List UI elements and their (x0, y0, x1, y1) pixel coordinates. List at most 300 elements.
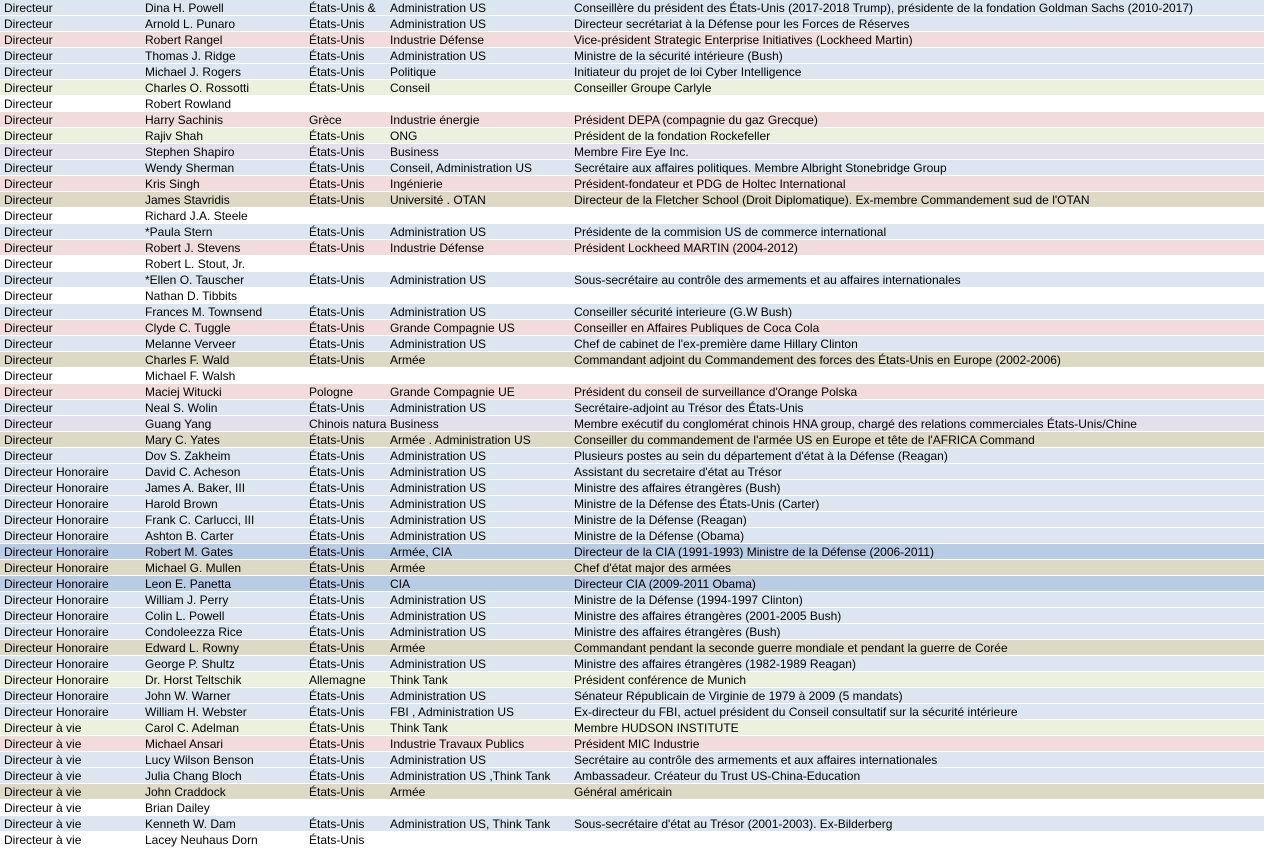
cell-description[interactable]: Initiateur du projet de loi Cyber Intelligence (574, 65, 802, 79)
cell-role[interactable]: Directeur à vie (4, 721, 82, 735)
cell-description[interactable] (574, 288, 1264, 303)
cell-role[interactable]: Directeur (4, 257, 53, 271)
table-row[interactable] (0, 656, 1264, 672)
cell-country[interactable]: États-Unis (309, 321, 365, 335)
cell-country[interactable]: États-Unis (309, 305, 365, 319)
cell-description[interactable]: Commandant pendant la seconde guerre mondiale et pendant la guerre de Corée (574, 641, 1008, 655)
cell-description[interactable]: Directeur de la CIA (1991-1993) Ministre de la Défense (2006-2011) (574, 545, 934, 559)
table-row[interactable] (0, 704, 1264, 720)
cell-role[interactable]: Directeur Honoraire (4, 545, 109, 559)
cell-role[interactable]: Directeur à vie (4, 737, 82, 751)
cell-name[interactable]: Ashton B. Carter (145, 529, 234, 543)
cell-country[interactable]: États-Unis (309, 609, 365, 623)
cell-description[interactable]: Conseiller du commandement de l'armée US en Europe et tête de l'AFRICA Command (574, 433, 1035, 447)
cell-role[interactable]: Directeur à vie (4, 769, 82, 783)
cell-description[interactable]: Assistant du secretaire d'état au Trésor (574, 465, 782, 479)
cell-country[interactable]: États-Unis (309, 593, 365, 607)
cell-country[interactable]: États-Unis (309, 193, 365, 207)
table-row[interactable] (0, 320, 1264, 336)
cell-sector[interactable] (390, 832, 570, 847)
cell-sector[interactable]: Business (390, 417, 439, 431)
cell-sector[interactable] (390, 256, 570, 271)
cell-role[interactable]: Directeur Honoraire (4, 529, 109, 543)
cell-name[interactable]: Rajiv Shah (145, 129, 204, 143)
cell-description[interactable]: Ministre des affaires étrangères (2001-2005 Bush) (574, 609, 842, 623)
table-row[interactable] (0, 192, 1264, 208)
cell-name[interactable]: David C. Acheson (145, 465, 241, 479)
table-row[interactable] (0, 800, 1264, 816)
cell-role[interactable]: Directeur (4, 289, 53, 303)
cell-role[interactable]: Directeur Honoraire (4, 609, 109, 623)
cell-role[interactable]: Directeur (4, 337, 53, 351)
cell-description[interactable]: Ministre de la Défense (1994-1997 Clinton) (574, 593, 803, 607)
cell-description[interactable]: Conseiller Groupe Carlyle (574, 81, 712, 95)
cell-description[interactable]: Général américain (574, 785, 673, 799)
cell-role[interactable]: Directeur (4, 353, 53, 367)
table-row[interactable] (0, 432, 1264, 448)
cell-role[interactable]: Directeur Honoraire (4, 625, 109, 639)
cell-description[interactable]: Conseiller en Affaires Publiques de Coca Cola (574, 321, 820, 335)
cell-role[interactable]: Directeur (4, 177, 53, 191)
cell-sector[interactable]: FBI , Administration US (390, 705, 515, 719)
cell-name[interactable]: Michael F. Walsh (145, 369, 236, 383)
cell-name[interactable]: Melanne Verveer (145, 337, 236, 351)
cell-sector[interactable]: Administration US (390, 17, 487, 31)
cell-country[interactable]: Chinois natura (309, 417, 387, 431)
table-row[interactable] (0, 176, 1264, 192)
cell-name[interactable]: Maciej Witucki (145, 385, 222, 399)
table-row[interactable] (0, 144, 1264, 160)
cell-name[interactable]: Dina H. Powell (145, 1, 224, 15)
cell-role[interactable]: Directeur (4, 145, 53, 159)
cell-description[interactable]: Secrétaire au contrôle des armements et aux affaires internationales (574, 753, 938, 767)
cell-name[interactable]: Mary C. Yates (145, 433, 220, 447)
table-row[interactable] (0, 368, 1264, 384)
table-row[interactable] (0, 224, 1264, 240)
cell-sector[interactable]: Politique (390, 65, 437, 79)
cell-sector[interactable]: Administration US (390, 225, 487, 239)
cell-role[interactable]: Directeur à vie (4, 817, 82, 831)
table-row[interactable] (0, 336, 1264, 352)
cell-country[interactable]: États-Unis (309, 785, 365, 799)
table-row[interactable] (0, 0, 1264, 16)
cell-description[interactable]: Chef d'état major des armées (574, 561, 732, 575)
cell-sector[interactable]: Administration US (390, 305, 487, 319)
table-row[interactable] (0, 256, 1264, 272)
cell-name[interactable]: Robert Rangel (145, 33, 223, 47)
cell-name[interactable]: Carol C. Adelman (145, 721, 240, 735)
cell-name[interactable]: Robert J. Stevens (145, 241, 241, 255)
cell-description[interactable]: Directeur CIA (2009-2011 Obama) (574, 577, 756, 591)
cell-sector[interactable]: Administration US, Think Tank (390, 817, 551, 831)
cell-country[interactable]: États-Unis (309, 337, 365, 351)
cell-role[interactable]: Directeur (4, 433, 53, 447)
table-row[interactable] (0, 720, 1264, 736)
cell-role[interactable]: Directeur (4, 417, 53, 431)
cell-description[interactable] (574, 832, 1264, 847)
cell-name[interactable]: Harry Sachinis (145, 113, 224, 127)
table-row[interactable] (0, 560, 1264, 576)
cell-description[interactable] (574, 800, 1264, 815)
cell-description[interactable]: Plusieurs postes au sein du département d'état à la Défense (Reagan) (574, 449, 948, 463)
table-row[interactable] (0, 832, 1264, 848)
cell-name[interactable]: Brian Dailey (145, 801, 210, 815)
cell-role[interactable]: Directeur Honoraire (4, 481, 109, 495)
cell-role[interactable]: Directeur Honoraire (4, 641, 109, 655)
cell-name[interactable]: Dov S. Zakheim (145, 449, 231, 463)
cell-role[interactable]: Directeur Honoraire (4, 497, 109, 511)
cell-country[interactable]: États-Unis (309, 657, 365, 671)
table-row[interactable] (0, 64, 1264, 80)
cell-sector[interactable]: Industrie Défense (390, 33, 485, 47)
cell-name[interactable]: John W. Warner (145, 689, 231, 703)
cell-role[interactable]: Directeur (4, 193, 53, 207)
cell-country[interactable]: États-Unis & (309, 1, 376, 15)
cell-country[interactable]: États-Unis (309, 625, 365, 639)
cell-country[interactable]: États-Unis (309, 705, 365, 719)
cell-role[interactable]: Directeur (4, 321, 53, 335)
table-row[interactable] (0, 672, 1264, 688)
cell-country[interactable]: États-Unis (309, 833, 365, 847)
cell-sector[interactable]: Administration US (390, 593, 487, 607)
cell-country[interactable]: États-Unis (309, 177, 365, 191)
table-row[interactable] (0, 592, 1264, 608)
cell-role[interactable]: Directeur à vie (4, 801, 82, 815)
cell-description[interactable]: Président Lockheed MARTIN (2004-2012) (574, 241, 798, 255)
table-row[interactable] (0, 112, 1264, 128)
cell-sector[interactable]: Armée (390, 641, 426, 655)
cell-description[interactable]: Président conférence de Munich (574, 673, 747, 687)
cell-country[interactable] (309, 288, 387, 303)
cell-description[interactable]: Secrétaire-adjoint au Trésor des États-Unis (574, 401, 804, 415)
cell-country[interactable]: États-Unis (309, 433, 365, 447)
cell-description[interactable]: Directeur de la Fletcher School (Droit Diplomatique). Ex-membre Commandement sud de l'OTAN (574, 193, 1090, 207)
cell-role[interactable]: Directeur Honoraire (4, 465, 109, 479)
cell-role[interactable]: Directeur (4, 449, 53, 463)
cell-sector[interactable] (390, 368, 570, 383)
cell-country[interactable] (309, 368, 387, 383)
cell-name[interactable]: Frances M. Townsend (145, 305, 263, 319)
cell-description[interactable]: Directeur secrétariat à la Défense pour les Forces de Réserves (574, 17, 910, 31)
cell-name[interactable]: John Craddock (145, 785, 226, 799)
cell-role[interactable]: Directeur (4, 113, 53, 127)
cell-name[interactable]: Clyde C. Tuggle (145, 321, 231, 335)
cell-sector[interactable] (390, 288, 570, 303)
cell-role[interactable]: Directeur (4, 401, 53, 415)
table-row[interactable] (0, 240, 1264, 256)
cell-name[interactable]: Frank C. Carlucci, III (145, 513, 255, 527)
cell-country[interactable]: États-Unis (309, 561, 365, 575)
cell-description[interactable]: Chef de cabinet de l'ex-première dame Hillary Clinton (574, 337, 858, 351)
cell-sector[interactable]: Administration US (390, 449, 487, 463)
cell-description[interactable]: Ministre de la Défense (Reagan) (574, 513, 747, 527)
table-row[interactable] (0, 80, 1264, 96)
cell-sector[interactable]: Administration US (390, 465, 487, 479)
cell-country[interactable]: Pologne (309, 385, 354, 399)
cell-sector[interactable]: Think Tank (390, 673, 448, 687)
cell-country[interactable]: États-Unis (309, 33, 365, 47)
cell-name[interactable]: William J. Perry (145, 593, 229, 607)
cell-role[interactable]: Directeur Honoraire (4, 657, 109, 671)
cell-role[interactable]: Directeur (4, 1, 53, 15)
cell-country[interactable] (309, 256, 387, 271)
cell-description[interactable]: Sénateur Républicain de Virginie de 1979 à 2009 (5 mandats) (574, 689, 903, 703)
cell-name[interactable]: Nathan D. Tibbits (145, 289, 238, 303)
cell-name[interactable]: Julia Chang Bloch (145, 769, 242, 783)
table-row[interactable] (0, 288, 1264, 304)
cell-role[interactable]: Directeur Honoraire (4, 689, 109, 703)
cell-name[interactable]: Charles F. Wald (145, 353, 230, 367)
cell-description[interactable]: Ministre des affaires étrangères (1982-1989 Reagan) (574, 657, 856, 671)
cell-description[interactable]: Ex-directeur du FBI, actuel président du Conseil consultatif sur la sécurité intérieure (574, 705, 1018, 719)
cell-sector[interactable]: Armée (390, 561, 426, 575)
cell-country[interactable]: États-Unis (309, 497, 365, 511)
cell-name[interactable]: Charles O. Rossotti (145, 81, 250, 95)
cell-description[interactable]: Ministre des affaires étrangères (Bush) (574, 625, 781, 639)
cell-country[interactable]: États-Unis (309, 721, 365, 735)
cell-description[interactable]: Conseillère du président des États-Unis (2017-2018 Trump), présidente de la fondation Goldman Sachs (2010-2017) (574, 1, 1194, 15)
cell-sector[interactable]: Armée (390, 353, 426, 367)
cell-name[interactable]: Richard J.A. Steele (145, 209, 248, 223)
cell-sector[interactable]: Industrie Défense (390, 241, 485, 255)
cell-country[interactable]: États-Unis (309, 129, 365, 143)
cell-sector[interactable]: Administration US (390, 609, 487, 623)
cell-name[interactable]: Colin L. Powell (145, 609, 225, 623)
cell-country[interactable]: États-Unis (309, 449, 365, 463)
table-row[interactable] (0, 480, 1264, 496)
cell-name[interactable]: *Ellen O. Tauscher (145, 273, 245, 287)
cell-sector[interactable] (390, 208, 570, 223)
cell-country[interactable]: États-Unis (309, 753, 365, 767)
cell-country[interactable]: États-Unis (309, 49, 365, 63)
cell-description[interactable]: Présidente de la commision US de commerce international (574, 225, 887, 239)
cell-sector[interactable]: Administration US (390, 49, 487, 63)
cell-description[interactable]: Commandant adjoint du Commandement des forces des États-Unis en Europe (2002-2006) (574, 353, 1061, 367)
cell-name[interactable]: *Paula Stern (145, 225, 213, 239)
cell-country[interactable]: États-Unis (309, 577, 365, 591)
cell-role[interactable]: Directeur Honoraire (4, 593, 109, 607)
cell-role[interactable]: Directeur à vie (4, 833, 82, 847)
cell-role[interactable]: Directeur (4, 33, 53, 47)
cell-sector[interactable]: Business (390, 145, 439, 159)
cell-name[interactable]: Leon E. Panetta (145, 577, 232, 591)
cell-country[interactable]: États-Unis (309, 241, 365, 255)
table-row[interactable] (0, 304, 1264, 320)
cell-role[interactable]: Directeur Honoraire (4, 673, 109, 687)
cell-sector[interactable]: Administration US (390, 337, 487, 351)
cell-name[interactable]: Robert L. Stout, Jr. (145, 257, 246, 271)
cell-sector[interactable]: Administration US (390, 529, 487, 543)
cell-country[interactable]: États-Unis (309, 353, 365, 367)
cell-sector[interactable] (390, 800, 570, 815)
cell-name[interactable]: Edward L. Rowny (145, 641, 240, 655)
cell-country[interactable]: États-Unis (309, 145, 365, 159)
cell-country[interactable]: États-Unis (309, 17, 365, 31)
cell-role[interactable]: Directeur (4, 129, 53, 143)
cell-name[interactable]: Michael Ansari (145, 737, 224, 751)
cell-sector[interactable]: Armée, CIA (390, 545, 453, 559)
table-row[interactable] (0, 624, 1264, 640)
table-row[interactable] (0, 32, 1264, 48)
table-row[interactable] (0, 608, 1264, 624)
cell-role[interactable]: Directeur (4, 305, 53, 319)
table-row[interactable] (0, 528, 1264, 544)
cell-sector[interactable]: Think Tank (390, 721, 448, 735)
table-row[interactable] (0, 96, 1264, 112)
cell-description[interactable]: Ambassadeur. Créateur du Trust US-China-Education (574, 769, 861, 783)
table-row[interactable] (0, 512, 1264, 528)
cell-country[interactable]: États-Unis (309, 513, 365, 527)
cell-role[interactable]: Directeur (4, 161, 53, 175)
cell-description[interactable]: Président de la fondation Rockefeller (574, 129, 771, 143)
cell-description[interactable] (574, 96, 1264, 111)
cell-name[interactable]: Robert M. Gates (145, 545, 234, 559)
table-row[interactable] (0, 768, 1264, 784)
cell-name[interactable]: Neal S. Wolin (145, 401, 218, 415)
cell-sector[interactable]: Grande Compagnie US (390, 321, 515, 335)
cell-name[interactable]: Guang Yang (145, 417, 212, 431)
table-row[interactable] (0, 736, 1264, 752)
cell-country[interactable]: Grèce (309, 113, 342, 127)
cell-role[interactable]: Directeur (4, 385, 53, 399)
cell-country[interactable]: États-Unis (309, 545, 365, 559)
cell-country[interactable]: Allemagne (309, 673, 366, 687)
cell-role[interactable]: Directeur (4, 81, 53, 95)
cell-sector[interactable] (390, 96, 570, 111)
cell-description[interactable] (574, 256, 1264, 271)
cell-sector[interactable]: Université . OTAN (390, 193, 486, 207)
table-row[interactable] (0, 816, 1264, 832)
table-row[interactable] (0, 384, 1264, 400)
cell-role[interactable]: Directeur à vie (4, 785, 82, 799)
cell-country[interactable]: États-Unis (309, 81, 365, 95)
cell-description[interactable]: Ministre de la Défense (Obama) (574, 529, 745, 543)
cell-sector[interactable]: ONG (390, 129, 418, 143)
cell-sector[interactable]: Administration US (390, 689, 487, 703)
cell-country[interactable]: États-Unis (309, 161, 365, 175)
table-row[interactable] (0, 496, 1264, 512)
cell-description[interactable]: Ministre des affaires étrangères (Bush) (574, 481, 781, 495)
table-row[interactable] (0, 688, 1264, 704)
cell-country[interactable]: États-Unis (309, 641, 365, 655)
cell-description[interactable]: Président DEPA (compagnie du gaz Grecque) (574, 113, 818, 127)
cell-role[interactable]: Directeur (4, 65, 53, 79)
cell-role[interactable]: Directeur Honoraire (4, 561, 109, 575)
cell-country[interactable]: États-Unis (309, 481, 365, 495)
cell-name[interactable]: Kenneth W. Dam (145, 817, 236, 831)
cell-role[interactable]: Directeur (4, 17, 53, 31)
cell-sector[interactable]: Grande Compagnie UE (390, 385, 515, 399)
cell-description[interactable]: Président du conseil de surveillance d'Orange Polska (574, 385, 858, 399)
cell-sector[interactable]: CIA (390, 577, 411, 591)
cell-name[interactable]: James A. Baker, III (145, 481, 246, 495)
cell-name[interactable]: William H. Webster (145, 705, 247, 719)
table-row[interactable] (0, 48, 1264, 64)
cell-role[interactable]: Directeur Honoraire (4, 705, 109, 719)
cell-name[interactable]: Dr. Horst Teltschik (145, 673, 242, 687)
table-row[interactable] (0, 576, 1264, 592)
cell-sector[interactable]: Administration US (390, 1, 487, 15)
cell-country[interactable]: États-Unis (309, 689, 365, 703)
cell-name[interactable]: Wendy Sherman (145, 161, 235, 175)
cell-description[interactable] (574, 368, 1264, 383)
cell-role[interactable]: Directeur (4, 97, 53, 111)
cell-sector[interactable]: Conseil, Administration US (390, 161, 533, 175)
table-row[interactable] (0, 128, 1264, 144)
cell-sector[interactable]: Administration US (390, 513, 487, 527)
cell-sector[interactable]: Administration US (390, 273, 487, 287)
cell-name[interactable]: Michael G. Mullen (145, 561, 242, 575)
cell-role[interactable]: Directeur (4, 209, 53, 223)
cell-sector[interactable]: Administration US ,Think Tank (390, 769, 551, 783)
cell-description[interactable]: Président MIC Industrie (574, 737, 700, 751)
table-row[interactable] (0, 160, 1264, 176)
cell-country[interactable]: États-Unis (309, 273, 365, 287)
cell-description[interactable]: Vice-président Strategic Enterprise Initiatives (Lockheed Martin) (574, 33, 913, 47)
table-row[interactable] (0, 464, 1264, 480)
cell-description[interactable]: Ministre de la Défense des États-Unis (Carter) (574, 497, 820, 511)
cell-sector[interactable]: Administration US (390, 625, 487, 639)
cell-country[interactable]: États-Unis (309, 737, 365, 751)
cell-sector[interactable]: Armée (390, 785, 426, 799)
cell-country[interactable] (309, 208, 387, 223)
cell-role[interactable]: Directeur Honoraire (4, 577, 109, 591)
cell-sector[interactable]: Administration US (390, 753, 487, 767)
cell-name[interactable]: Arnold L. Punaro (145, 17, 236, 31)
cell-role[interactable]: Directeur (4, 369, 53, 383)
cell-sector[interactable]: Conseil (390, 81, 431, 95)
cell-country[interactable] (309, 96, 387, 111)
table-row[interactable] (0, 352, 1264, 368)
table-row[interactable] (0, 784, 1264, 800)
cell-sector[interactable]: Administration US (390, 497, 487, 511)
cell-sector[interactable]: Industrie énergie (390, 113, 480, 127)
cell-country[interactable]: États-Unis (309, 225, 365, 239)
cell-country[interactable]: États-Unis (309, 65, 365, 79)
cell-name[interactable]: Lacey Neuhaus Dorn (145, 833, 258, 847)
table-row[interactable] (0, 448, 1264, 464)
cell-name[interactable]: Thomas J. Ridge (145, 49, 236, 63)
cell-country[interactable]: États-Unis (309, 817, 365, 831)
table-row[interactable] (0, 16, 1264, 32)
cell-sector[interactable]: Administration US (390, 401, 487, 415)
cell-description[interactable]: Conseiller sécurité interieure (G.W Bush) (574, 305, 793, 319)
cell-country[interactable]: États-Unis (309, 465, 365, 479)
cell-description[interactable]: Président-fondateur et PDG de Holtec International (574, 177, 846, 191)
cell-role[interactable]: Directeur (4, 49, 53, 63)
cell-country[interactable]: États-Unis (309, 401, 365, 415)
cell-description[interactable]: Secrétaire aux affaires politiques. Membre Albright Stonebridge Group (574, 161, 947, 175)
cell-sector[interactable]: Ingénierie (390, 177, 443, 191)
cell-description[interactable]: Sous-secrétaire au contrôle des armements et au affaires internationales (574, 273, 961, 287)
table-row[interactable] (0, 640, 1264, 656)
cell-role[interactable]: Directeur Honoraire (4, 513, 109, 527)
cell-role[interactable]: Directeur (4, 273, 53, 287)
cell-role[interactable]: Directeur (4, 225, 53, 239)
cell-role[interactable]: Directeur (4, 241, 53, 255)
cell-name[interactable]: Stephen Shapiro (145, 145, 235, 159)
cell-country[interactable]: États-Unis (309, 769, 365, 783)
table-row[interactable] (0, 544, 1264, 560)
cell-name[interactable]: Harold Brown (145, 497, 218, 511)
cell-country[interactable] (309, 800, 387, 815)
cell-role[interactable]: Directeur à vie (4, 753, 82, 767)
cell-description[interactable]: Membre HUDSON INSTITUTE (574, 721, 739, 735)
cell-sector[interactable]: Armée . Administration US (390, 433, 531, 447)
cell-name[interactable]: Robert Rowland (145, 97, 232, 111)
cell-description[interactable]: Sous-secrétaire d'état au Trésor (2001-2003). Ex-Bilderberg (574, 817, 893, 831)
cell-name[interactable]: George P. Shultz (145, 657, 235, 671)
